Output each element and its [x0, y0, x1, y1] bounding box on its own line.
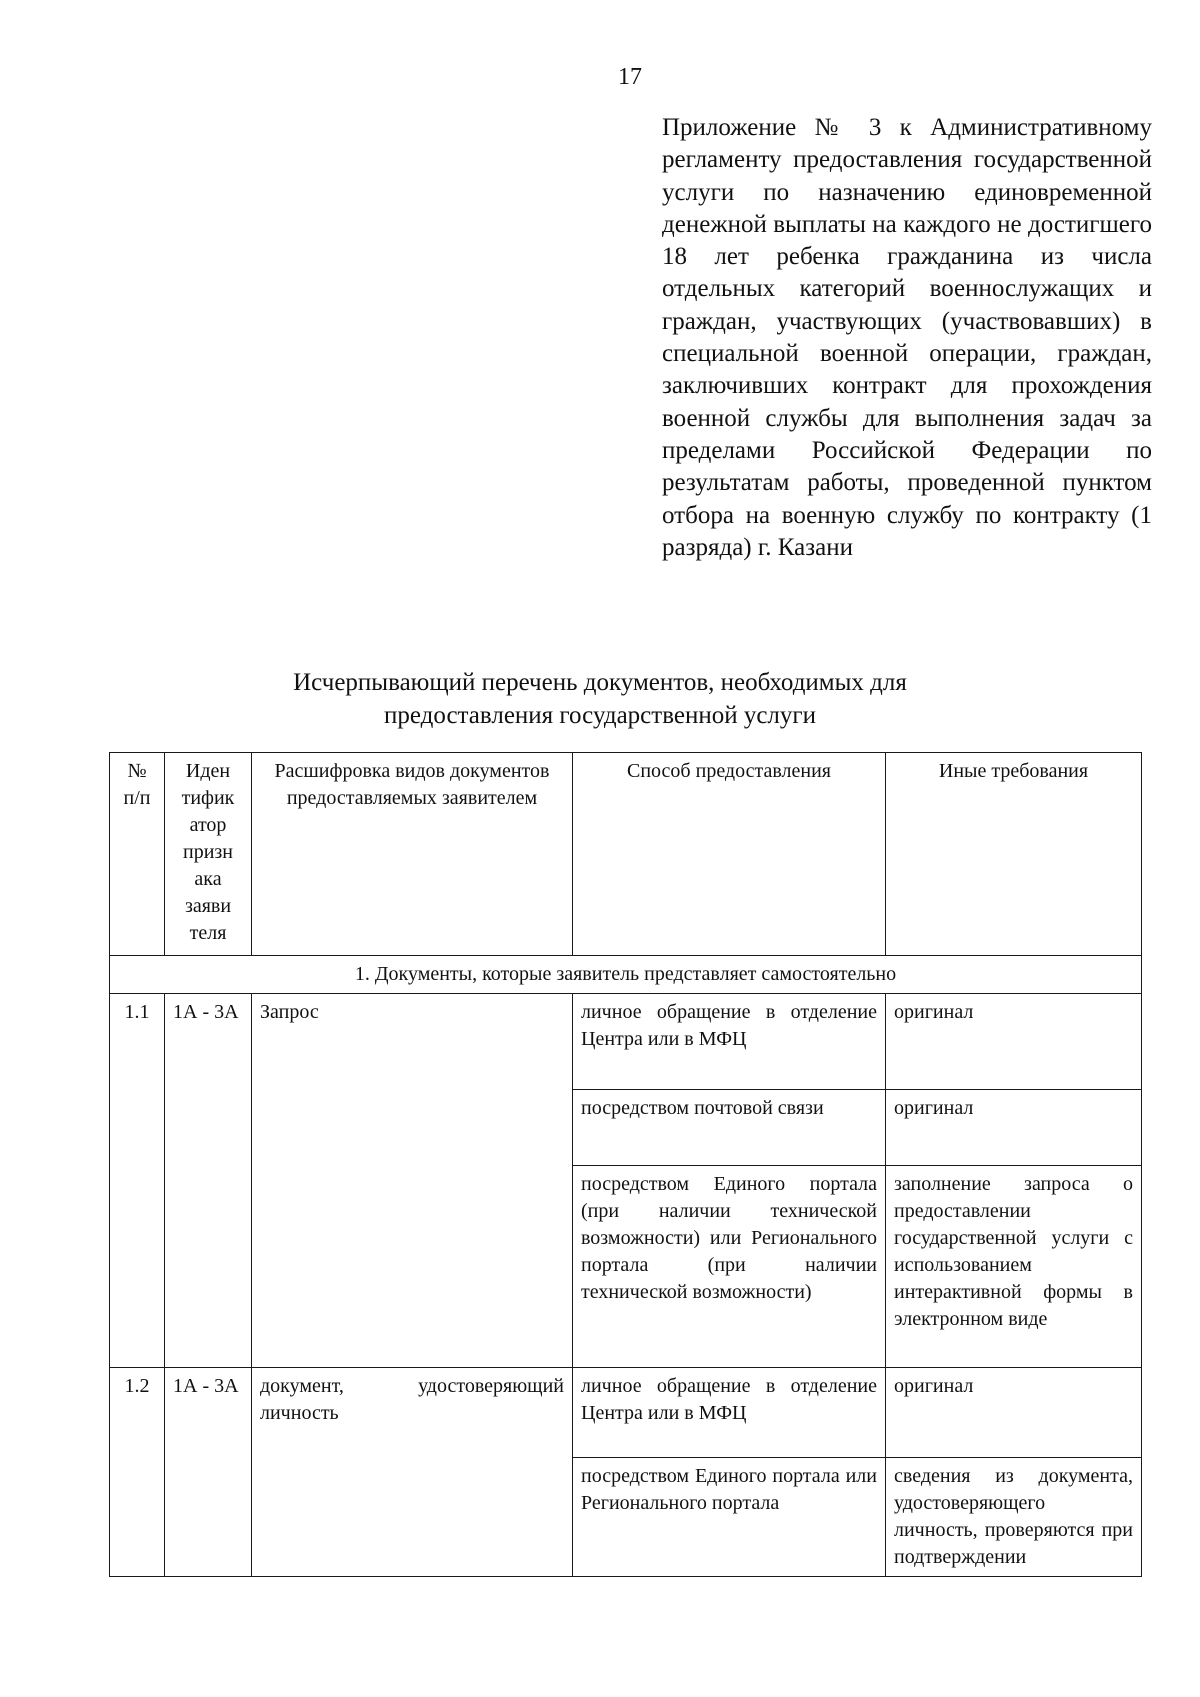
- method-cell: посредством Единого портала или Регионального портала: [573, 1458, 886, 1577]
- requirement-cell: заполнение запроса о предоставлении государственной услуги с использованием интерактивной формы в электронном виде: [886, 1166, 1142, 1368]
- title-line-1: Исчерпывающий перечень документов, необходимых для: [293, 669, 907, 696]
- table-row: [110, 994, 1142, 1090]
- row-identifier: 1А - 3А: [165, 1368, 252, 1577]
- header-requirements: Иные требования: [886, 753, 1142, 956]
- requirement-cell: сведения из документа, удостоверяющего личность, проверяются при подтверждении: [886, 1458, 1142, 1577]
- row-description: документ, удостоверяющий личность: [252, 1368, 573, 1577]
- method-cell: личное обращение в отделение Центра или в МФЦ: [573, 994, 886, 1090]
- requirement-cell: оригинал: [886, 1368, 1142, 1458]
- table-row: [110, 1368, 1142, 1458]
- method-cell: личное обращение в отделение Центра или в МФЦ: [573, 1368, 886, 1458]
- header-description: Расшифровка видов документов предоставляемых заявителем: [252, 753, 573, 956]
- table-header-row: [110, 753, 1142, 956]
- method-cell: посредством Единого портала (при наличии технической возможности) или Регионального портала (при наличии технической возможности): [573, 1166, 886, 1368]
- section-title: 1. Документы, которые заявитель представляет самостоятельно: [110, 956, 1142, 994]
- appendix-header: Приложение № 3 к Административному регламенту предоставления государственной услуги по назначению единовременной денежной выплаты на каждого не достигшего 18 лет ребенка гражданина из числа отдельных категорий военнослужащих и граждан, участвующих (участвовавших) в специальной военной операции, граждан, заключивших контракт для прохождения военной службы для выполнения задач за пределами Российской Федерации по результатам работы, проведенной пунктом отбора на военную службу по контракту (1 разряда) г. Казани: [662, 114, 1152, 561]
- row-identifier: 1А - 3А: [165, 994, 252, 1368]
- method-cell: посредством почтовой связи: [573, 1090, 886, 1166]
- header-method: Способ предоставления: [573, 753, 886, 956]
- row-number: 1.1: [110, 994, 165, 1368]
- header-identifier: Иден тифик атор призн ака заяви теля: [165, 753, 252, 956]
- header-number: № п/п: [110, 753, 165, 956]
- section-row: [110, 956, 1142, 994]
- requirement-cell: оригинал: [886, 1090, 1142, 1166]
- row-description: Запрос: [252, 994, 573, 1368]
- requirement-cell: оригинал: [886, 994, 1142, 1090]
- document-title: [150, 666, 1050, 732]
- row-number: 1.2: [110, 1368, 165, 1577]
- title-line-2: предоставления государственной услуги: [383, 702, 817, 729]
- page-number: 17: [618, 64, 642, 90]
- documents-table: [109, 752, 1142, 1577]
